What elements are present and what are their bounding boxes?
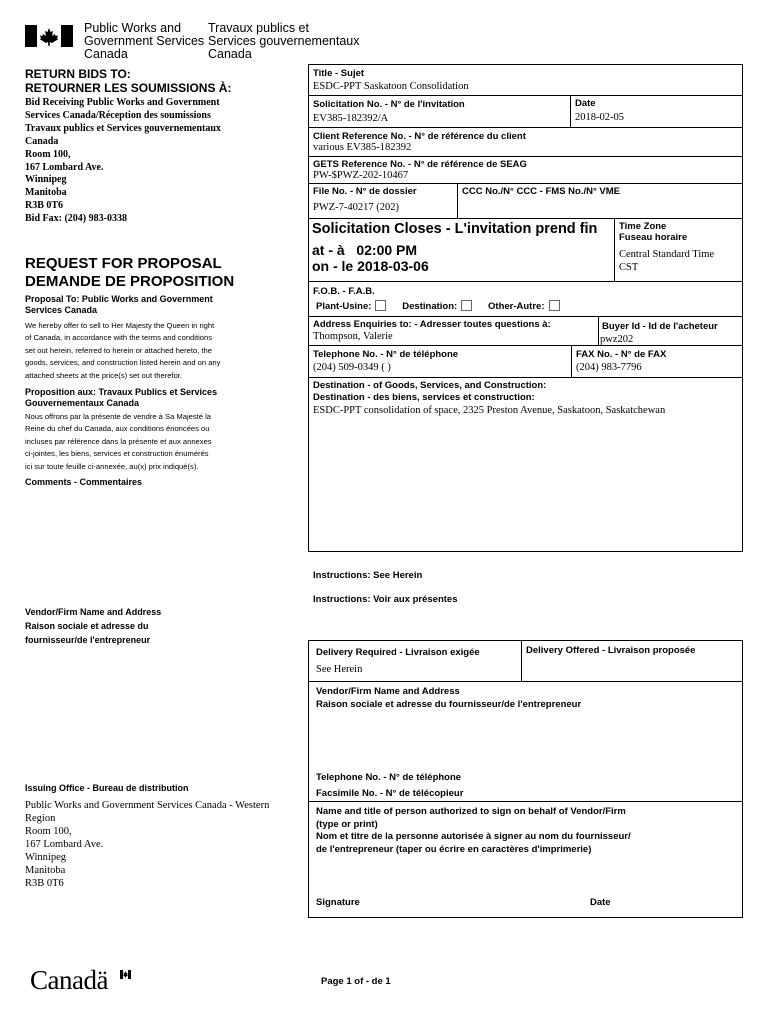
on-label: on - le <box>312 258 354 274</box>
buyer-id-label: Buyer Id - Id de l'acheteur <box>602 321 718 332</box>
rfp-title <box>25 255 234 291</box>
vendor-label-line: Raison sociale et adresse du <box>25 621 149 631</box>
plant-checkbox[interactable] <box>375 300 386 311</box>
solicitation-no-value: EV385-182392/A <box>313 113 389 124</box>
rfp-title-fr: DEMANDE DE PROPOSITION <box>25 273 235 290</box>
time-zone-label <box>619 221 687 243</box>
proposal-to-heading-line: Proposal To: Public Works and Government <box>25 294 213 304</box>
proposal-text-line: attached sheets at the price(s) set out therefor. <box>25 370 183 380</box>
address-line: Public Works and Government Services Canada - Western <box>25 800 270 811</box>
return-bids-heading-fr: RETOURNER LES SOUMISSIONS À: <box>25 81 232 95</box>
address-line: Room 100, <box>25 826 72 837</box>
address-line: Canada <box>25 135 59 147</box>
rfp-title-en: REQUEST FOR PROPOSAL <box>25 255 222 272</box>
address-line: Room 100, <box>25 148 71 160</box>
delivery-offered-label: Delivery Offered - Livraison proposée <box>526 645 696 656</box>
department-name-fr <box>208 22 359 61</box>
signature-label: Signature <box>316 897 360 908</box>
authorized-signer-label <box>316 806 631 857</box>
closing-date-value: 2018-03-06 <box>357 258 429 274</box>
vendor-telephone-label: Telephone No. - N° de téléphone <box>316 772 462 783</box>
department-name-en <box>84 22 204 61</box>
proposal-text-line: set out herein, referred to herein or attached hereto, the <box>25 345 213 355</box>
issuing-office-label: Issuing Office - Bureau de distribution <box>25 783 189 793</box>
auth-label-line: Nom et titre de la personne autorisée à signer au nom du fournisseur/ <box>316 831 631 843</box>
ccc-no-label: CCC No./N° CCC - FMS No./N° VME <box>462 186 621 197</box>
delivery-required-label: Delivery Required - Livraison exigée <box>316 647 480 658</box>
solicitation-closes-label: Solicitation Closes - L'invitation prend fin <box>312 221 598 237</box>
authorized-signer-field[interactable] <box>312 860 738 894</box>
address-line: Winnipeg <box>25 174 67 186</box>
time-zone-label-fr: Fuseau horaire <box>619 232 688 243</box>
vendor-name-address-label <box>25 605 161 647</box>
proposition-heading-line: Gouvernementaux Canada <box>25 398 140 408</box>
client-ref-value: various EV385-182392 <box>313 142 412 153</box>
date-label: Date <box>575 98 596 109</box>
closing-time <box>312 242 417 258</box>
canada-flag-icon <box>25 25 73 47</box>
fax-label: FAX No. - N° de FAX <box>576 349 667 360</box>
address-line: 167 Lombard Ave. <box>25 839 104 850</box>
dept-fr-line: Travaux publics et <box>208 21 309 35</box>
proposal-text-line: goods, services, and construction listed herein and on any <box>25 358 221 368</box>
solicitation-no-label: Solicitation No. - N° de l'invitation <box>313 99 465 110</box>
vendor-address-label: Vendor/Firm Name and Address <box>316 686 460 697</box>
file-no-value: PWZ-7-40217 (202) <box>313 202 400 213</box>
proposition-text <box>25 411 212 473</box>
auth-label-line: Name and title of person authorized to sign on behalf of Vendor/Firm <box>316 806 626 817</box>
time-zone-label-en: Time Zone <box>619 221 667 232</box>
proposition-text-line: incluses par référence dans la présente et aux annexes <box>25 436 212 446</box>
auth-label-line: de l'entrepreneur (taper ou écrire en caractères d'imprimerie) <box>316 844 592 856</box>
proposition-heading <box>25 387 217 409</box>
proposition-text-line: ici sur toute feuille ci-annexée, au(x) prix indiqué(s). <box>25 461 199 471</box>
address-line: Manitoba <box>25 865 66 876</box>
address-line: Travaux publics et Services gouvernementaux <box>25 122 221 134</box>
delivery-required-value: See Herein <box>316 664 363 675</box>
proposition-text-line: Nous offrons par la présente de vendre à Sa Majesté la <box>25 412 212 421</box>
bid-fax-line: Bid Fax: (204) 983-0338 <box>25 213 127 225</box>
return-bids-heading <box>25 67 231 95</box>
proposition-text-line: Reine du chef du Canada, aux conditions énoncées ou <box>25 424 210 434</box>
return-bids-address <box>25 97 221 226</box>
plant-label: Plant-Usine: <box>316 301 372 312</box>
address-enquiries-value: Thompson, Valerie <box>313 331 393 342</box>
buyer-id-value: pwz202 <box>600 334 634 345</box>
client-ref-label: Client Reference No. - N° de référence du client <box>313 131 526 142</box>
dept-en-line: Public Works and <box>84 21 182 35</box>
gets-ref-label: GETS Reference No. - N° de référence de SEAG <box>313 159 527 170</box>
time-zone-value <box>619 248 714 274</box>
fob-label: F.O.B. - F.A.B. <box>313 286 375 297</box>
proposal-text-line: We hereby offer to sell to Her Majesty the Queen in right <box>25 321 215 330</box>
canada-wordmark <box>30 965 108 995</box>
vendor-label-line: Vendor/Firm Name and Address <box>25 607 162 617</box>
vendor-facsimile-label: Facsimile No. - N° de télécopieur <box>316 788 464 799</box>
address-line: 167 Lombard Ave. <box>25 161 104 173</box>
file-no-label: File No. - N° de dossier <box>313 186 417 197</box>
comments-label: Comments - Commentaires <box>25 477 143 487</box>
destination-goods-label-fr: Destination - des biens, services et construction: <box>313 392 535 403</box>
at-label: at - à <box>312 242 345 258</box>
telephone-label: Telephone No. - N° de téléphone <box>313 349 459 360</box>
issuing-office-address <box>25 799 269 890</box>
wordmark-flag-icon <box>120 970 131 979</box>
signature-date-label: Date <box>590 897 611 908</box>
proposition-heading-line: Proposition aux: Travaux Publics et Services <box>25 387 218 397</box>
address-line: Manitoba <box>25 187 67 199</box>
address-line: Bid Receiving Public Works and Government <box>25 97 220 108</box>
closing-time-value: 02:00 PM <box>356 242 418 258</box>
proposal-to-text <box>25 320 220 382</box>
address-line: Region <box>25 813 56 824</box>
closing-date <box>312 258 429 274</box>
time-zone-line: Central Standard Time <box>619 249 715 260</box>
title-label: Title - Sujet <box>313 68 365 79</box>
address-line: R3B 0T6 <box>25 878 64 889</box>
time-zone-line: CST <box>619 262 639 273</box>
proposal-to-heading-line: Services Canada <box>25 305 98 315</box>
proposition-text-line: ci-jointes, les biens, services et construction énumérés <box>25 449 209 459</box>
proposal-text-line: of Canada, in accordance with the terms and conditions <box>25 333 212 343</box>
vendor-address-label-fr: Raison sociale et adresse du fournisseur/de l'entrepreneur <box>316 699 582 710</box>
gets-ref-value: PW-$PWZ-202-10467 <box>313 170 409 181</box>
auth-label-line: (type or print) <box>316 818 378 830</box>
wordmark-text: Canadä <box>30 965 108 995</box>
date-value: 2018-02-05 <box>575 112 624 123</box>
address-line: Winnipeg <box>25 852 66 863</box>
dept-en-line: Government Services <box>84 34 205 48</box>
address-line: R3B 0T6 <box>25 200 64 212</box>
instructions-fr: Instructions: Voir aux présentes <box>313 594 458 605</box>
address-enquiries-label: Address Enquiries to: - Adresser toutes questions à: <box>313 319 551 330</box>
destination-goods-label-en: Destination - of Goods, Services, and Construction: <box>313 380 547 391</box>
telephone-value: (204) 509-0349 ( ) <box>313 362 391 373</box>
instructions-en: Instructions: See Herein <box>313 570 423 581</box>
dept-fr-line: Canada <box>208 47 252 61</box>
proposal-to-heading <box>25 294 213 316</box>
title-value: ESDC-PPT Saskatoon Consolidation <box>313 81 469 92</box>
destination-label: Destination: <box>402 301 458 312</box>
vendor-address-field[interactable] <box>312 713 738 769</box>
other-label: Other-Autre: <box>488 301 545 312</box>
destination-goods-value: ESDC-PPT consolidation of space, 2325 Preston Avenue, Saskatoon, Saskatchewan <box>313 405 666 416</box>
fax-value: (204) 983-7796 <box>576 362 642 373</box>
vendor-label-line: fournisseur/de l'entrepreneur <box>25 635 151 645</box>
return-bids-heading-en: RETURN BIDS TO: <box>25 67 131 81</box>
fob-options <box>316 300 560 312</box>
address-line: Services Canada/Réception des soumissions <box>25 109 211 121</box>
dept-fr-line: Services gouvernementaux <box>208 34 360 48</box>
page-number: Page 1 of - de 1 <box>321 976 391 987</box>
dept-en-line: Canada <box>84 47 128 61</box>
other-checkbox[interactable] <box>549 300 560 311</box>
destination-checkbox[interactable] <box>461 300 472 311</box>
